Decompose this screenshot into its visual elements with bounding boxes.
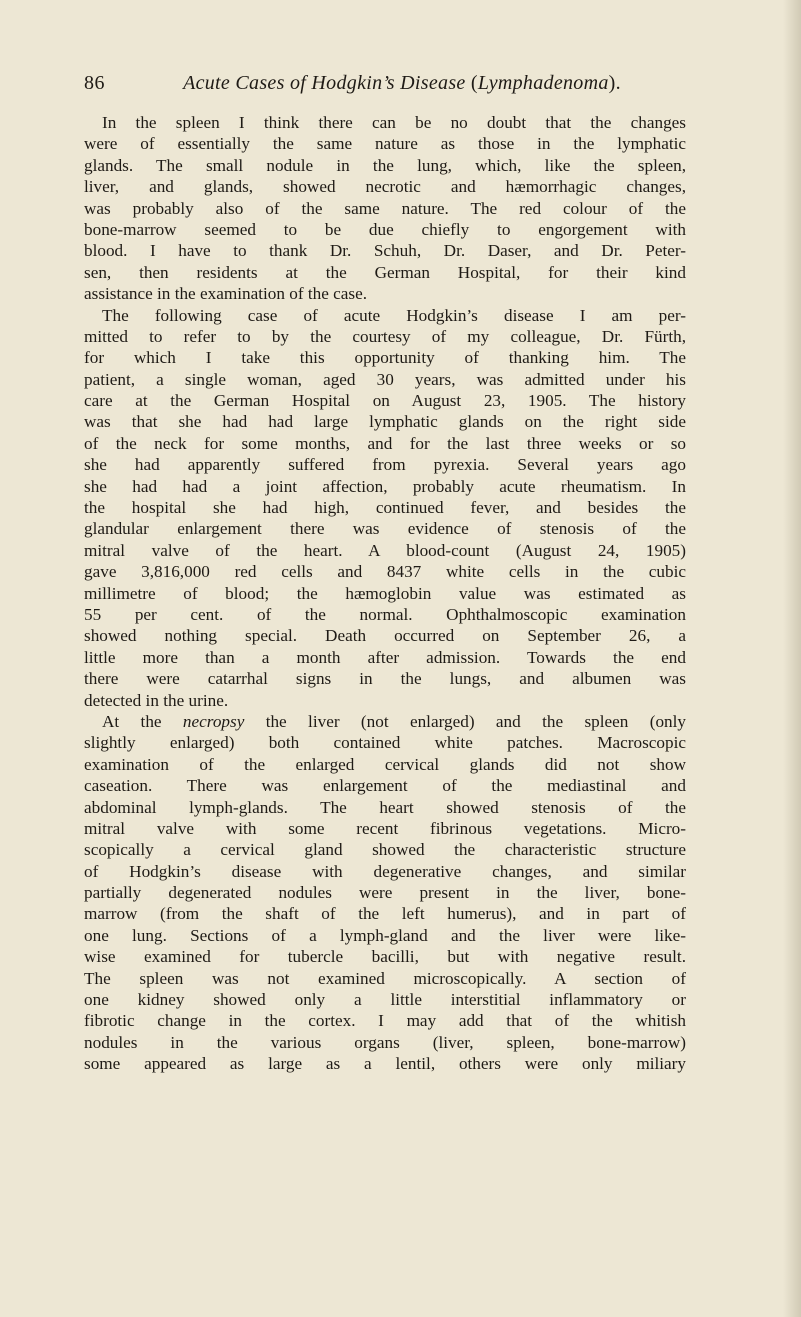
text-line-necropsy xyxy=(84,711,686,732)
text-line: were of essentially the same nature as those in the lymphatic xyxy=(84,134,686,154)
text-line: was probably also of the same nature. The red colour of the xyxy=(84,198,686,218)
text-line: the hospital she had high, continued fever, and besides the xyxy=(84,498,686,518)
text-line: The following case of acute Hodgkin’s disease I am per- xyxy=(102,305,686,325)
body-text xyxy=(84,112,686,1075)
text-line: for which I take this opportunity of thanking him. The xyxy=(84,348,686,368)
text-line: one kidney showed only a little interstitial inflammatory or xyxy=(84,990,686,1010)
running-title xyxy=(117,72,687,95)
text-line: The spleen was not examined microscopically. A section of xyxy=(84,968,686,988)
text-line: millimetre of blood; the hæmoglobin value was estimated as xyxy=(84,583,686,603)
text-line: patient, a single woman, aged 30 years, was admitted under his xyxy=(84,369,686,389)
text-line: care at the German Hospital on August 23, 1905. The history xyxy=(84,391,686,411)
text-line: marrow (from the shaft of the left humerus), and in part of xyxy=(84,904,686,924)
text-line: liver, and glands, showed necrotic and hæmorrhagic changes, xyxy=(84,177,686,197)
text-line: bone-marrow seemed to be due chiefly to engorgement with xyxy=(84,219,686,239)
text-line: little more than a month after admission. Towards the end xyxy=(84,647,686,667)
text-line: mitral valve of the heart. A blood-count (August 24, 1905) xyxy=(84,540,686,560)
text-line: caseation. There was enlargement of the mediastinal and xyxy=(84,776,686,796)
text-line: In the spleen I think there can be no doubt that the changes xyxy=(102,113,686,132)
text-line: gave 3,816,000 red cells and 8437 white cells in the cubic xyxy=(84,562,686,582)
text-line: wise examined for tubercle bacilli, but with negative result. xyxy=(84,947,686,967)
text-line: mitted to refer to by the courtesy of my colleague, Dr. Fürth, xyxy=(84,326,686,346)
text-line: examination of the enlarged cervical glands did not show xyxy=(84,754,686,774)
page-number: 86 xyxy=(84,72,105,94)
text-line: detected in the urine. xyxy=(84,690,229,710)
text-line: glands. The small nodule in the lung, which, like the spleen, xyxy=(84,155,686,175)
text-line: slightly enlarged) both contained white patches. Macroscopic xyxy=(84,733,686,753)
running-title-paren-close: ). xyxy=(608,72,621,94)
text-line: fibrotic change in the cortex. I may add that of the whitish xyxy=(84,1011,686,1031)
text-line: she had had a joint affection, probably acute rheumatism. In xyxy=(84,476,686,496)
running-title-main: Acute Cases of Hodgkin’s Disease xyxy=(183,72,471,94)
page-header xyxy=(0,72,801,112)
text-line: partially degenerated nodules were present in the liver, bone- xyxy=(84,883,686,903)
text-line: sen, then residents at the German Hospital, for their kind xyxy=(84,262,686,282)
text-line: scopically a cervical gland showed the characteristic structure xyxy=(84,840,686,860)
text-line: one lung. Sections of a lymph-gland and the liver were like- xyxy=(84,925,686,945)
text-line: blood. I have to thank Dr. Schuh, Dr. Daser, and Dr. Peter- xyxy=(84,241,686,261)
text-line: 55 per cent. of the normal. Ophthalmoscopic examination xyxy=(84,604,686,624)
text-line: nodules in the various organs (liver, spleen, bone-marrow) xyxy=(84,1032,686,1052)
italic-term: necropsy xyxy=(182,711,245,731)
text-line: glandular enlargement there was evidence of stenosis of the xyxy=(84,519,686,539)
text-line: some appeared as large as a lentil, others were only miliary xyxy=(84,1054,686,1074)
text-line: showed nothing special. Death occurred on September 26, a xyxy=(84,626,686,646)
text-line: mitral valve with some recent fibrinous vegetations. Micro- xyxy=(84,818,686,838)
text-segment: At the xyxy=(102,711,183,731)
text-line: of Hodgkin’s disease with degenerative changes, and similar xyxy=(84,861,686,881)
text-line: assistance in the examination of the case. xyxy=(84,284,368,304)
page-edge-shadow xyxy=(783,0,801,1317)
running-title-paren-open: ( xyxy=(470,72,478,94)
running-title-sub: Lymphadenoma xyxy=(477,72,609,94)
text-line: was that she had had large lymphatic glands on the right side xyxy=(84,412,686,432)
text-line: of the neck for some months, and for the last three weeks or so xyxy=(84,433,686,453)
text-line: there were catarrhal signs in the lungs, and albumen was xyxy=(84,669,686,689)
text-line: she had apparently suffered from pyrexia. Several years ago xyxy=(84,455,686,475)
text-segment: the liver (not enlarged) and the spleen (only xyxy=(244,711,686,731)
text-line: abdominal lymph-glands. The heart showed stenosis of the xyxy=(84,797,686,817)
